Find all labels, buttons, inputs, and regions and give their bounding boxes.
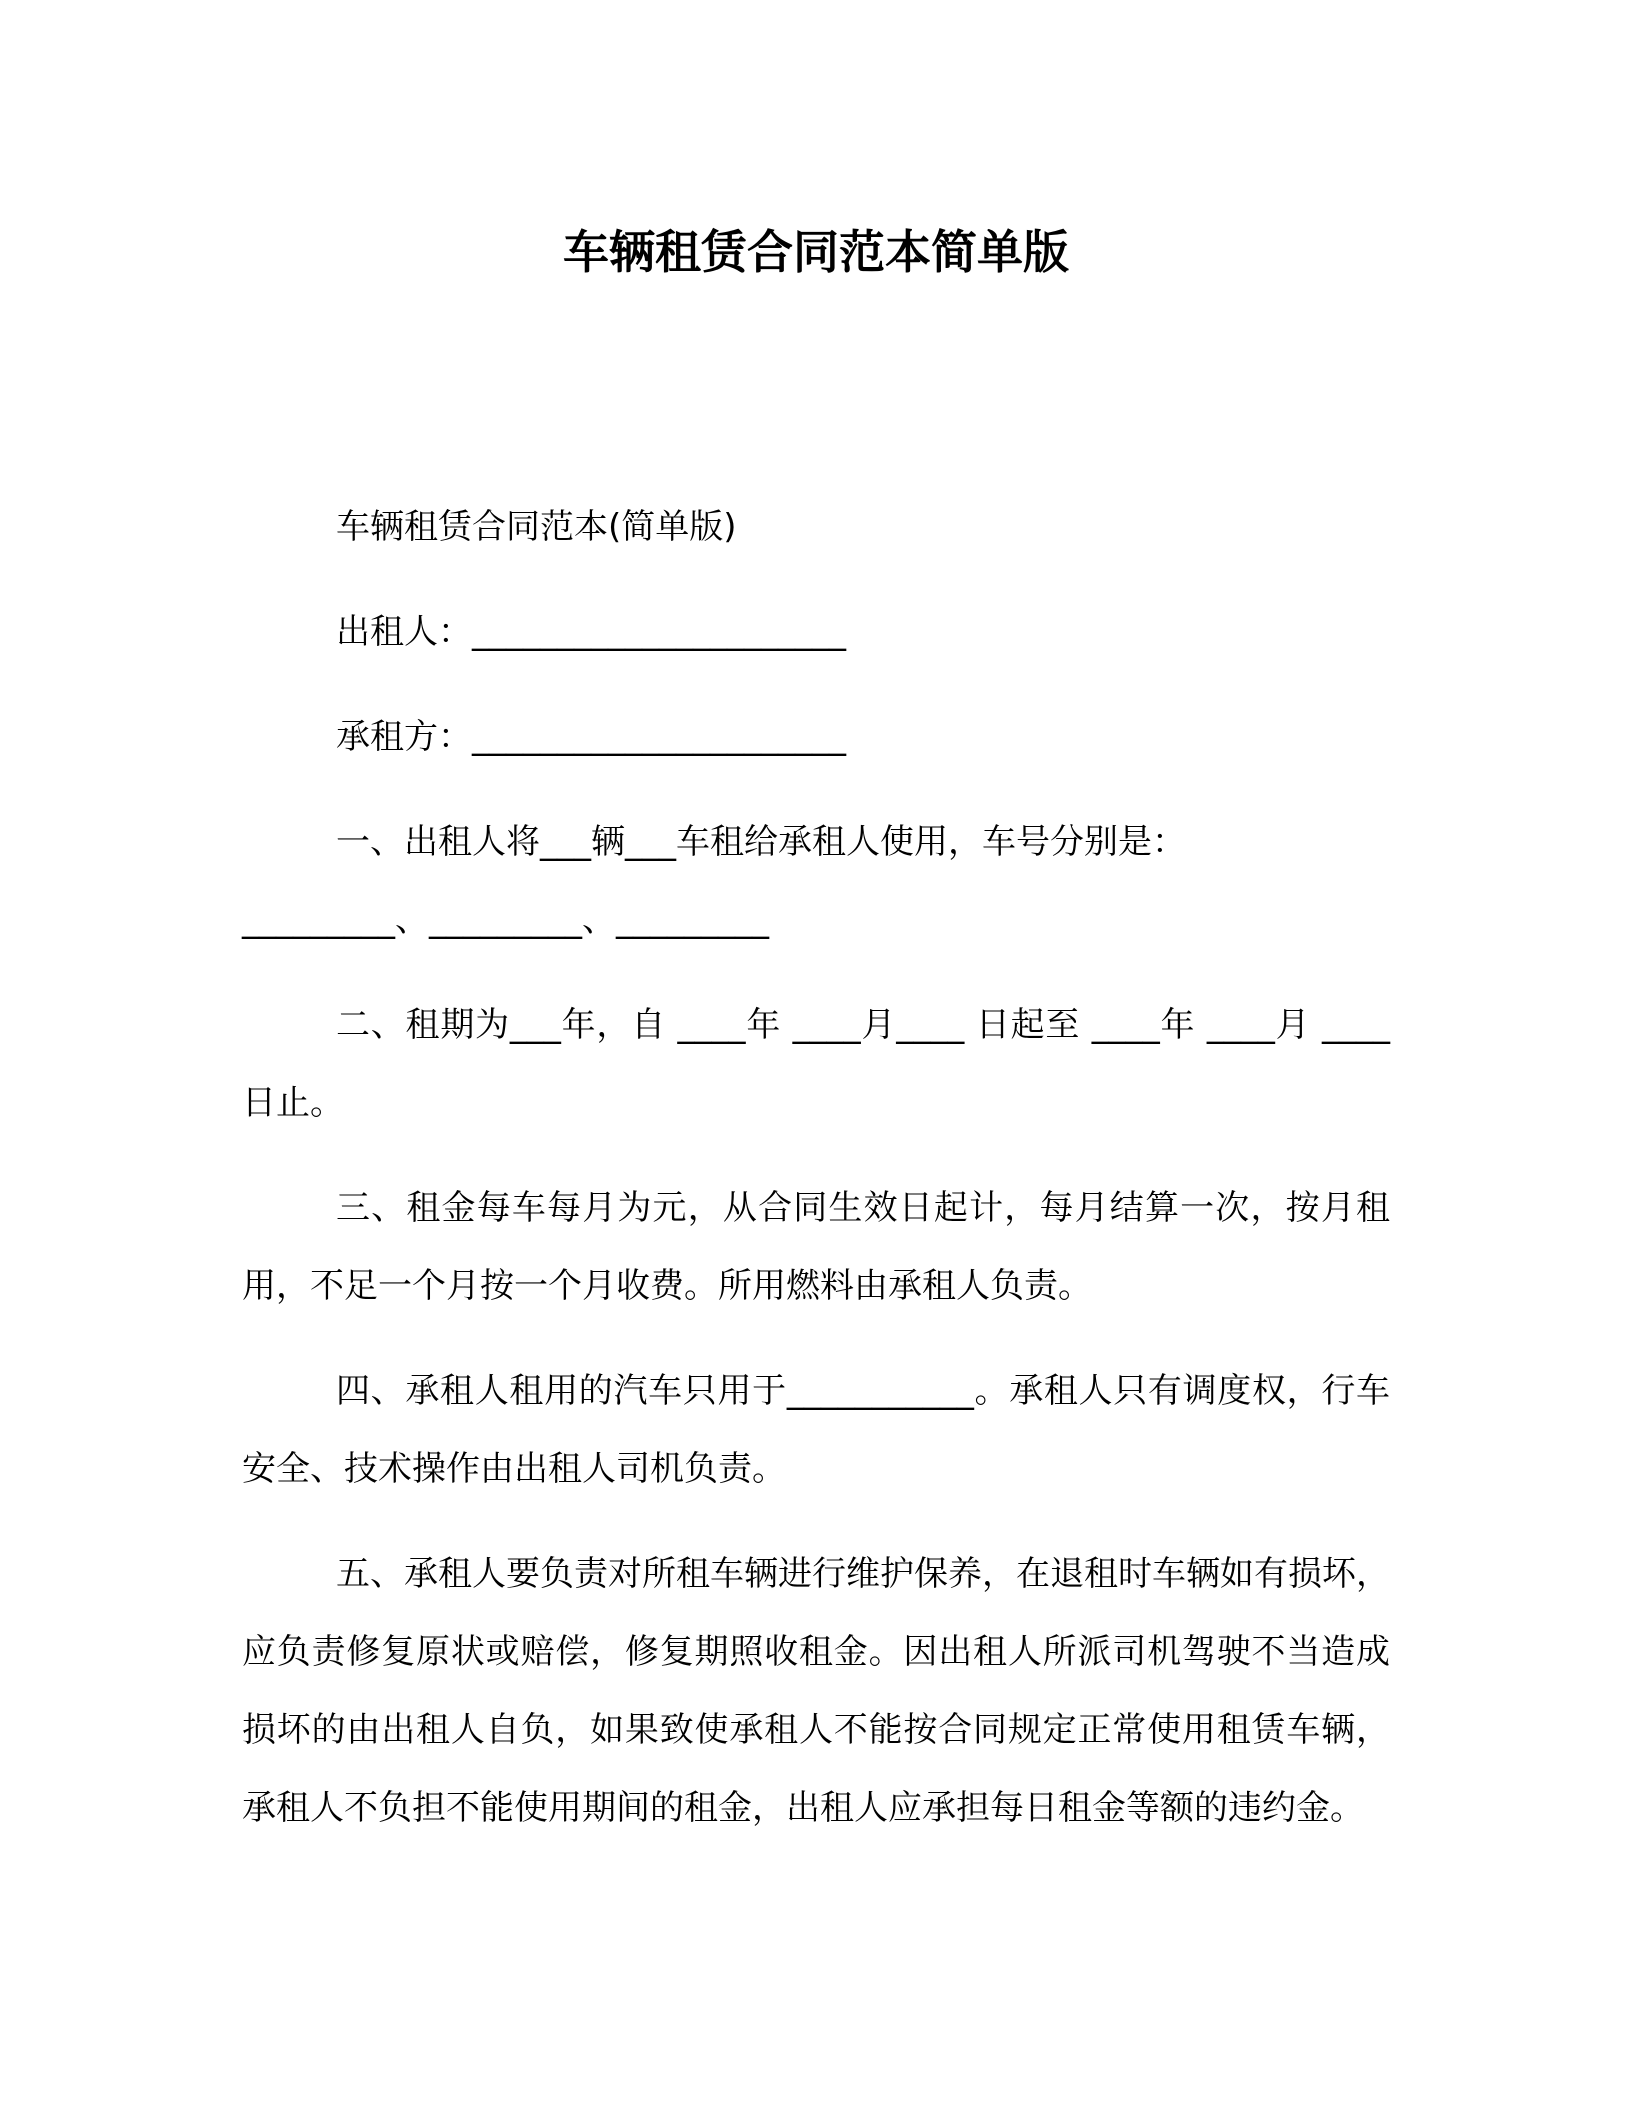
clause-3: 三、租金每车每月为元，从合同生效日起计，每月结算一次，按月租用，不足一个月按一个月收费。所用燃料由承租人负责。 xyxy=(242,1188,1390,1306)
lessee-line: 承租方：______________________ xyxy=(336,717,846,757)
clause-1-line-1: 一、出租人将___辆___车租给承租人使用，车号分别是： xyxy=(336,822,1186,862)
document-subtitle: 车辆租赁合同范本(简单版) xyxy=(336,507,737,547)
lessor-line: 出租人：______________________ xyxy=(336,612,846,652)
clause-5: 五、承租人要负责对所租车辆进行维护保养，在退租时车辆如有损坏，应负责修复原状或赔偿，修复期照收租金。因出租人所派司机驾驶不当造成损坏的由出租人自负，如果致使承租人不能按合同规定正常使用租赁车辆，承租人不负担不能使用期间的租金，出租人应承担每日租金等额的违约金。 xyxy=(242,1554,1390,1828)
clause-2: 二、租期为___年，自 ____年 ____月____ 日起至 ____年 ____月 ____日止。 xyxy=(242,1005,1390,1123)
clause-4: 四、承租人租用的汽车只用于___________。承租人只有调度权，行车安全、技术操作由出租人司机负责。 xyxy=(242,1371,1390,1489)
document-body xyxy=(242,488,1390,1874)
clause-1-line-2: _________、_________、_________ xyxy=(242,900,769,940)
document-title: 车辆租赁合同范本简单版 xyxy=(563,225,1069,279)
